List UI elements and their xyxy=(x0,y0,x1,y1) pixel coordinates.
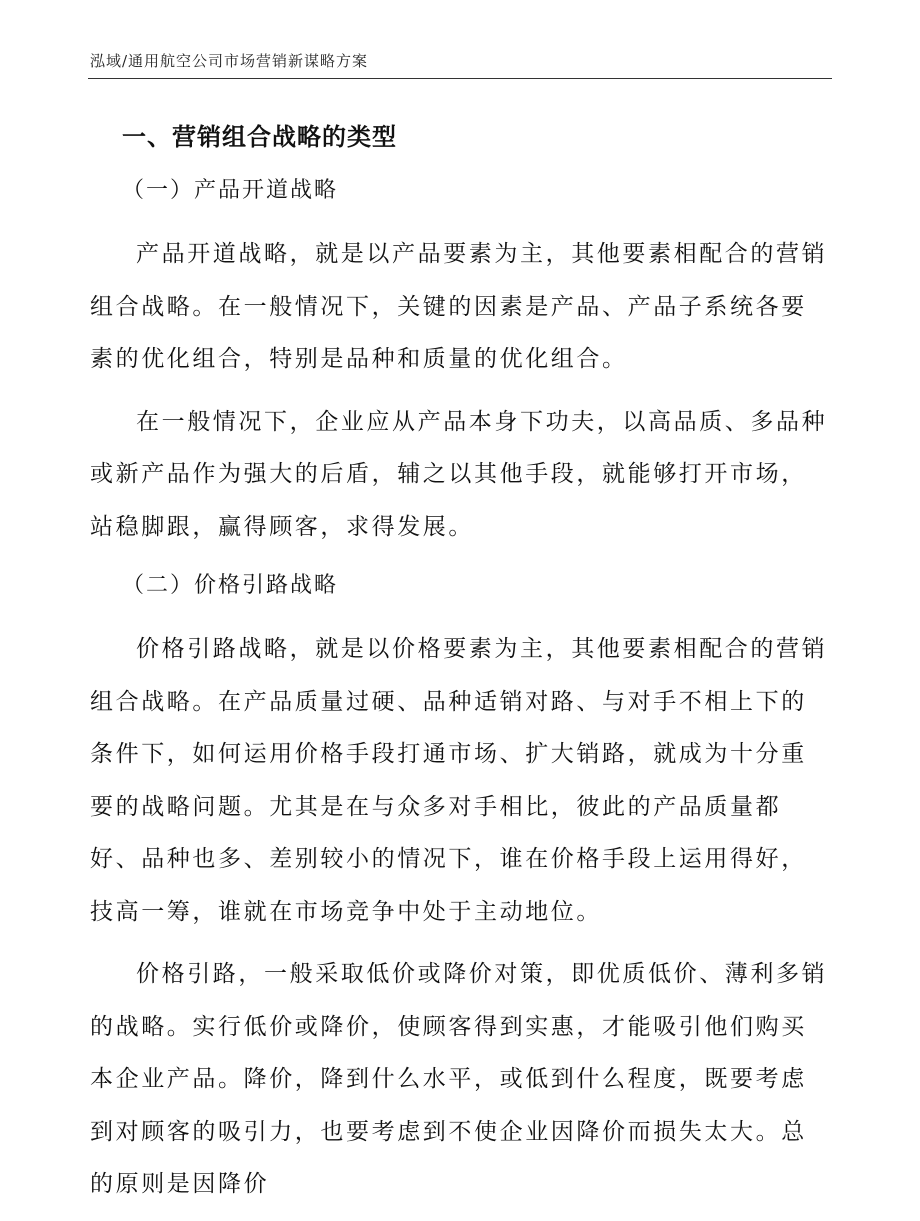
paragraph: 产品开道战略，就是以产品要素为主，其他要素相配合的营销组合战略。在一般情况下，关键的因素是产品、产品子系统各要素的优化组合，特别是品种和质量的优化组合。 xyxy=(90,241,828,372)
subsection-heading-price: （二）价格引路战略 xyxy=(122,573,339,598)
paragraph: 价格引路，一般采取低价或降价对策，即优质低价、薄利多销的战略。实行低价或降价，使顾客得到实惠，才能吸引他们购买本企业产品。降价，降到什么水平，或低到什么程度，既要考虑到对顾客的吸引力，也要考虑到不使企业因降价而损失太大。总的原则是因降价 xyxy=(90,961,828,1197)
section-heading: 一、营销组合战略的类型 xyxy=(122,122,397,151)
subsection-heading-product: （一）产品开道战略 xyxy=(122,178,339,203)
running-header: 泓域/通用航空公司市场营销新谋略方案 xyxy=(90,52,369,70)
header-divider xyxy=(88,78,832,79)
document-body xyxy=(90,116,828,1221)
paragraph: 在一般情况下，企业应从产品本身下功夫，以高品质、多品种或新产品作为强大的后盾，辅之以其他手段，就能够打开市场，站稳脚跟，赢得顾客，求得发展。 xyxy=(90,408,828,540)
paragraph: 价格引路战略，就是以价格要素为主，其他要素相配合的营销组合战略。在产品质量过硬、品种适销对路、与对手不相上下的条件下，如何运用价格手段打通市场、扩大销路，就成为十分重要的战略问题。尤其是在与众多对手相比，彼此的产品质量都好、品种也多、差别较小的情况下，谁在价格手段上运用得好，技高一筹，谁就在市场竞争中处于主动地位。 xyxy=(90,636,828,925)
